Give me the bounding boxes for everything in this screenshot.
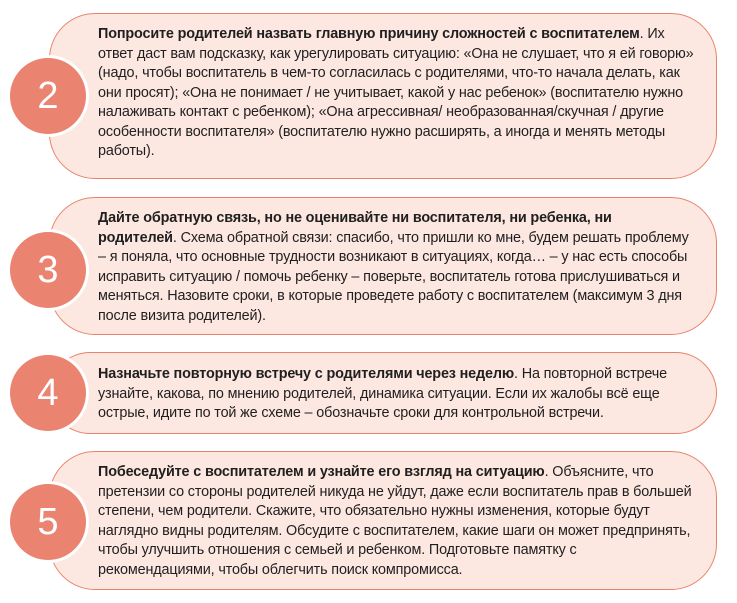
step-5-text: . Объясните, что претензии со стороны родителей никуда не уйдут, даже если воспитатель прав в большей степени, чем родители. Скажите, что обязательно нужны изменения, которые будут наглядно видны родителям. Обсудите с воспитателем, какие шаги он может предпринять, чтобы улучшить отношения с семьей и ребенком. Подготовьте памятку с рекомендациями, чтобы облегчить поиск компромисса.	[98, 464, 692, 578]
step-card-5	[49, 451, 717, 590]
step-number-badge-2: 2	[10, 58, 86, 134]
step-card-4	[49, 352, 717, 434]
step-2-text: . Их ответ даст вам подсказку, как урегулировать ситуацию: «Она не слушает, что я ей говорю» (надо, чтобы воспитатель в чем-то согласилась с родителями, что-то начала делать, как они просят); «Она не понимает / не учитывает, какой у нас ребенок» (воспитателю нужно налаживать контакт с ребенком); «Она агрессивная/ необразованная/скучная / другие особенности воспитателя» (воспитателю нужно расширять, а иногда и менять методы работы).	[98, 26, 694, 159]
step-number-badge-4: 4	[10, 355, 86, 431]
step-2-heading: Попросите родителей назвать главную причину сложностей с воспитателем	[98, 26, 640, 42]
step-card-2	[49, 13, 717, 179]
step-4-heading: Назначьте повторную встречу с родителями через неделю	[98, 366, 515, 382]
step-3-heading: Дайте обратную связь, но не оценивайте ни воспитателя, ни ребенка, ни родителей	[98, 210, 612, 246]
step-card-3	[49, 197, 717, 335]
step-3-text: . Схема обратной связи: спасибо, что пришли ко мне, будем решать проблему – я поняла, что основные трудности возникают в ситуациях, когда… – у нас есть способы исправить ситуацию / помочь ребенку – поверьте, воспитатель готова прислушиваться и меняться. Назовите сроки, в которые проведете работу с воспитателем (максимум 3 дня после визита родителей).	[98, 229, 689, 324]
step-number-badge-3: 3	[10, 232, 86, 308]
step-5-heading: Побеседуйте с воспитателем и узнайте его взгляд на ситуацию	[98, 464, 545, 480]
step-number-badge-5: 5	[10, 484, 86, 560]
step-4-text: . На повторной встрече узнайте, какова, по мнению родителей, динамика ситуации. Если их жалобы всё еще острые, идите по той же схеме – обозначьте сроки для контрольной встречи.	[98, 366, 667, 421]
